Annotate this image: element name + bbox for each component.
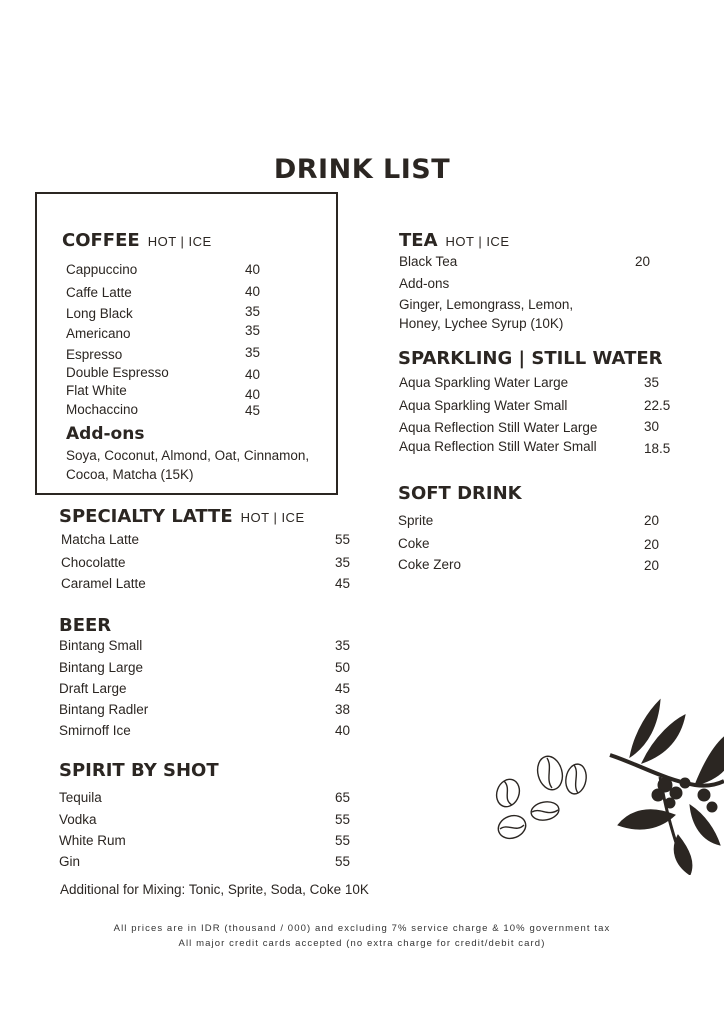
- tea-addons-heading: Add-ons: [399, 276, 450, 291]
- softdrink-item-name: Sprite: [398, 513, 434, 528]
- beer-item-price: 35: [335, 638, 351, 653]
- water-item-price: 35: [644, 375, 660, 390]
- specialty-item-name: Matcha Latte: [61, 532, 140, 547]
- coffee-item-price: 35: [245, 323, 261, 338]
- softdrink-heading: SOFT DRINK: [398, 483, 522, 504]
- coffee-item-name: Double Espresso: [66, 365, 169, 380]
- coffee-item-name: Caffe Latte: [66, 285, 132, 300]
- tea-item-price: 20: [635, 254, 651, 269]
- coffee-item-name: Espresso: [66, 347, 123, 362]
- specialty-item-price: 55: [335, 532, 351, 547]
- tea-addons-line: Honey, Lychee Syrup (10K): [399, 316, 564, 331]
- beer-item-price: 40: [335, 723, 351, 738]
- water-item-price: 22.5: [644, 398, 671, 413]
- water-item-price: 30: [644, 419, 660, 434]
- footer-price-note: All prices are in IDR (thousand / 000) and excluding 7% service charge & 10% government tax: [113, 923, 611, 934]
- coffee-branch-illustration-icon: [490, 695, 724, 875]
- specialty-heading-label: SPECIALTY LATTE: [59, 506, 233, 527]
- coffee-item-name: Long Black: [66, 306, 133, 321]
- coffee-item-price: 35: [245, 345, 261, 360]
- spirit-item-price: 55: [335, 854, 351, 869]
- water-item-name: Aqua Sparkling Water Small: [399, 398, 568, 413]
- coffee-addons-line: Cocoa, Matcha (15K): [66, 467, 194, 482]
- spirit-item-name: Gin: [59, 854, 81, 869]
- coffee-addons-heading: Add-ons: [66, 424, 145, 444]
- specialty-heading: [59, 506, 305, 527]
- softdrink-item-price: 20: [644, 513, 660, 528]
- coffee-item-price: 40: [245, 284, 261, 299]
- softdrink-item-name: Coke: [398, 536, 430, 551]
- footer-card-note: All major credit cards accepted (no extra charge for credit/debit card): [178, 938, 546, 949]
- beer-item-price: 50: [335, 660, 351, 675]
- coffee-item-name: Americano: [66, 326, 131, 341]
- spirit-item-price: 55: [335, 812, 351, 827]
- beer-item-name: Bintang Small: [59, 638, 143, 653]
- water-item-price: 18.5: [644, 441, 671, 456]
- specialty-tag: HOT | ICE: [240, 510, 305, 525]
- water-item-name: Aqua Reflection Still Water Large: [399, 420, 598, 435]
- coffee-item-price: 40: [245, 367, 261, 382]
- coffee-item-name: Mochaccino: [66, 402, 139, 417]
- beer-heading: BEER: [59, 615, 112, 636]
- coffee-item-name: Cappuccino: [66, 262, 138, 277]
- beer-item-name: Smirnoff Ice: [59, 723, 131, 738]
- softdrink-item-name: Coke Zero: [398, 557, 462, 572]
- tea-tag: HOT | ICE: [445, 234, 510, 249]
- coffee-item-price: 40: [245, 262, 261, 277]
- coffee-addons-line: Soya, Coconut, Almond, Oat, Cinnamon,: [66, 448, 310, 463]
- beer-item-name: Draft Large: [59, 681, 127, 696]
- coffee-item-price: 45: [245, 403, 261, 418]
- beer-item-name: Bintang Large: [59, 660, 144, 675]
- specialty-item-price: 45: [335, 576, 351, 591]
- tea-item-name: Black Tea: [399, 254, 458, 269]
- coffee-item-price: 35: [245, 304, 261, 319]
- coffee-item-name: Flat White: [66, 383, 127, 398]
- beer-item-price: 38: [335, 702, 351, 717]
- tea-heading-label: TEA: [399, 230, 438, 251]
- coffee-tag: HOT | ICE: [147, 234, 212, 249]
- specialty-item-name: Chocolatte: [61, 555, 126, 570]
- beer-item-price: 45: [335, 681, 351, 696]
- spirit-item-name: White Rum: [59, 833, 126, 848]
- spirit-mixing-note: Additional for Mixing: Tonic, Sprite, Soda, Coke 10K: [60, 882, 369, 897]
- tea-addons-line: Ginger, Lemongrass, Lemon,: [399, 297, 574, 312]
- coffee-heading-label: COFFEE: [62, 230, 140, 251]
- specialty-item-price: 35: [335, 555, 351, 570]
- coffee-heading: [62, 230, 212, 251]
- coffee-addons-text: [66, 446, 309, 484]
- water-item-name: Aqua Reflection Still Water Small: [399, 439, 597, 454]
- spirit-item-name: Tequila: [59, 790, 102, 805]
- page-title: DRINK LIST: [273, 154, 451, 185]
- spirit-item-name: Vodka: [59, 812, 97, 827]
- spirit-item-price: 65: [335, 790, 351, 805]
- water-heading: SPARKLING | STILL WATER: [398, 348, 663, 369]
- coffee-item-price: 40: [245, 387, 261, 402]
- water-item-name: Aqua Sparkling Water Large: [399, 375, 569, 390]
- softdrink-item-price: 20: [644, 537, 660, 552]
- spirit-heading: SPIRIT BY SHOT: [59, 760, 219, 781]
- tea-addons-text: [399, 295, 573, 333]
- softdrink-item-price: 20: [644, 558, 660, 573]
- tea-heading: [399, 230, 510, 251]
- specialty-item-name: Caramel Latte: [61, 576, 146, 591]
- spirit-item-price: 55: [335, 833, 351, 848]
- beer-item-name: Bintang Radler: [59, 702, 149, 717]
